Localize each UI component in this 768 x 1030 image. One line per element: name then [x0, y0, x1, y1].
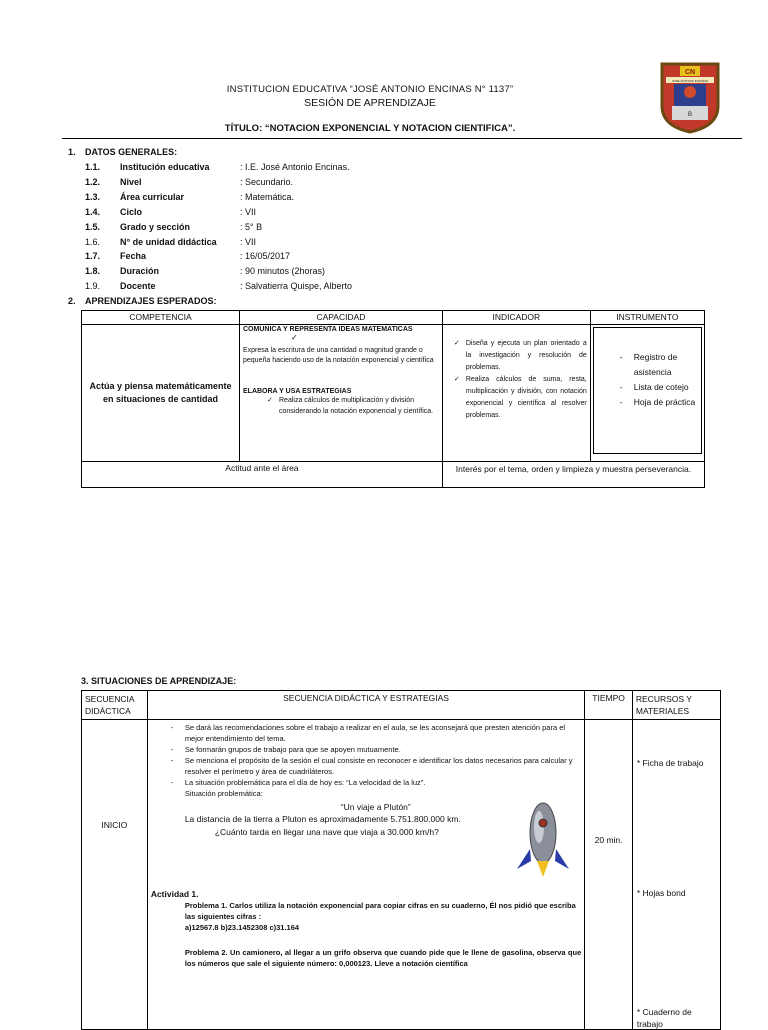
actividad-heading: Actividad 1.: [150, 889, 199, 899]
tiempo-cell: 20 min.: [585, 720, 633, 1030]
problema-2: Problema 2. Un camionero, al llegar a un grifo observa que cuando pide que le llene de gasolina, observa que los números que sale el siguiente número: 0,000123. Lleve a notación científica: [184, 948, 582, 968]
check-icon: ✓: [291, 333, 298, 342]
situaciones-table: [81, 690, 721, 1030]
recurso-item: * Cuaderno de trabajo: [636, 1007, 692, 1029]
instrumento-cell: [590, 325, 704, 462]
viaje-title: “Un viaje a Plutón”: [340, 802, 411, 812]
phase-label: INICIO: [82, 720, 148, 1030]
section-1-number: 1.: [68, 147, 76, 157]
actitud-label: Actitud ante el área: [82, 462, 443, 488]
session-heading: SESIÓN DE APRENDIZAJE: [304, 97, 436, 109]
col-header-secuencia: SECUENCIA DIDÁCTICA: [82, 691, 148, 720]
page-title: TÍTULO: “NOTACION EXPONENCIAL Y NOTACION CIENTIFICA”.: [224, 123, 516, 134]
competencia-cell: Actúa y piensa matemáticamente en situaciones de cantidad: [82, 325, 240, 462]
indicador-cell: [442, 325, 590, 462]
capacidad-cell: COMUNICA Y REPRESENTA IDEAS MATEMATICAS ✓ Expresa la escritura de una cantidad o magnitud grande o pequeña haciendo uso de la notación exponencial y científica ELABORA Y USA ESTRATEGIAS ✓ Realiza cálculos de multiplicación y división considerando la notación exponencial y científica.: [240, 325, 443, 462]
situacion-label: Situación problemática:: [184, 789, 263, 798]
col-header-indicador: INDICADOR: [442, 311, 590, 325]
instrumento-item: - Lista de cotejo: [634, 380, 701, 395]
svg-text:JOSE ANTONIO ENCINAS: JOSE ANTONIO ENCINAS: [671, 79, 709, 83]
svg-text:B: B: [687, 112, 693, 118]
col-header-competencia: COMPETENCIA: [82, 311, 240, 325]
section-2-number: 2.: [68, 296, 76, 306]
problema-1-values: a)12567.8 b)23.1452308 c)31.164: [184, 923, 300, 932]
header-divider: [62, 138, 742, 139]
recursos-cell: [632, 720, 720, 1030]
col-header-tiempo: TIEMPO: [585, 691, 633, 720]
viaje-line-2: ¿Cuánto tarda en llegar una nave que viaja a 30.000 km/h?: [214, 827, 439, 837]
section-1-heading: DATOS GENERALES:: [85, 147, 178, 157]
capacidad-item: ✓ Realiza cálculos de multiplicación y división considerando la notación exponencial y científica.: [279, 395, 439, 417]
viaje-line-1: La distancia de la tierra a Pluton es aproximadamente 5.751.800.000 km.: [184, 814, 461, 824]
instrumento-item: - Hoja de práctica: [634, 395, 701, 410]
rocket-icon: [513, 797, 573, 882]
section-2-heading: APRENDIZAJES ESPERADOS:: [85, 296, 217, 306]
col-header-recursos: RECURSOS Y MATERIALES: [632, 691, 720, 720]
estrategias-cell: [147, 720, 584, 1030]
indicador-item: ✓ Diseña y ejecuta un plan orientado a la investigación y resolución de problemas.: [466, 338, 587, 374]
estrategia-item: - Se dará las recomendaciones sobre el trabajo a realizar en el aula, se les aconsejará que presten atención para el mejor entendimiento del tema.: [185, 722, 581, 744]
recurso-item: * Hojas bond: [636, 888, 686, 898]
svg-text:CN: CN: [684, 69, 696, 76]
estrategia-item: - La situación problemática para el día de hoy es: “La velocidad de la luz”.: [185, 777, 581, 788]
actitud-value: Interés por el tema, orden y limpieza y muestra perseverancia.: [442, 462, 704, 488]
instrumento-item: - Registro de asistencia: [634, 350, 701, 380]
school-logo: [660, 62, 720, 134]
estrategia-item: - Se formarán grupos de trabajo para que se apoyen mutuamente.: [185, 744, 581, 755]
institution-heading: INSTITUCION EDUCATIVA “JOSÉ ANTONIO ENCINAS N° 1137”: [226, 84, 514, 95]
section-3-heading: 3. SITUACIONES DE APRENDIZAJE:: [81, 676, 237, 686]
indicador-item: ✓ Realiza cálculos de suma, resta, multiplicación y división, con notación exponencial y científica al resolver problemas.: [466, 374, 587, 422]
col-header-instrumento: INSTRUMENTO: [590, 311, 704, 325]
col-header-estrategias: SECUENCIA DIDÁCTICA Y ESTRATEGIAS: [147, 691, 584, 720]
problema-1: Problema 1. Carlos utiliza la notación exponencial para copiar cifras en su cuaderno, Él nos pidió que escriba las siguientes cifras :: [184, 901, 576, 921]
recurso-item: * Ficha de trabajo: [636, 758, 704, 768]
estrategia-item: - Se menciona el propósito de la sesión el cual consiste en reconocer e identificar los datos necesarios para calcular y resolver el perímetro y área de cuadriláteros.: [185, 755, 581, 777]
aprendizajes-table: [81, 310, 705, 488]
col-header-capacidad: CAPACIDAD: [240, 311, 443, 325]
